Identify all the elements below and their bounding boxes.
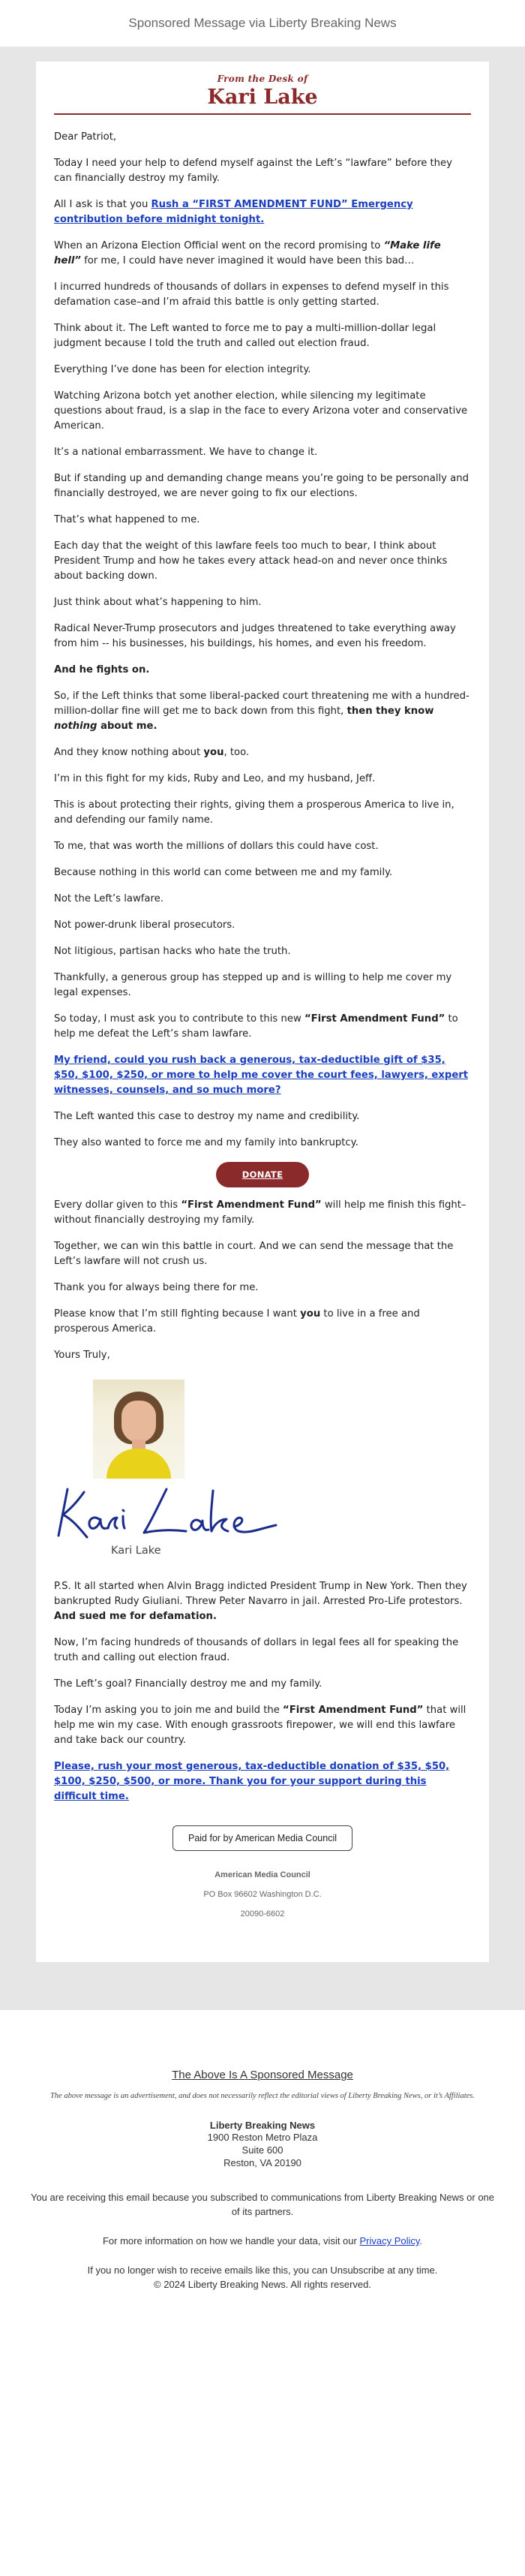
paragraph: I’m in this fight for my kids, Ruby and Leo, and my husband, Jeff.	[54, 773, 376, 784]
closing: Yours Truly,	[54, 1350, 110, 1361]
ps-paragraph: P.S. It all started when Alvin Bragg indicted President Trump in New York. Then they bankrupted Rudy Giuliani. Threw Peter Navarro in jail. Arrested Pro-Life protestors. And sued me for defamation.	[54, 1581, 467, 1622]
email-outer	[0, 47, 525, 2010]
copyright: © 2024 Liberty Breaking News. All rights reserved.	[154, 2279, 371, 2290]
paragraph: Thankfully, a generous group has stepped up and is willing to help me cover my legal expenses.	[54, 972, 452, 998]
paragraph: Please know that I’m still fighting because I want you to live in a free and prosperous America.	[54, 1308, 420, 1335]
company-address-line1: 1900 Reston Metro Plaza	[207, 2132, 318, 2143]
email-footer	[0, 2010, 525, 2322]
paragraph: But if standing up and demanding change means you’re going to be personally and financially destroyed, we are never going to fix our elections.	[54, 473, 469, 499]
paragraph: So today, I must ask you to contribute to this new “First Amendment Fund” to help me defeat the Left’s sham lawfare.	[54, 1013, 458, 1040]
paragraph: This is about protecting their rights, giving them a prosperous America to live in, and defending our family name.	[54, 799, 454, 826]
paragraph: Thank you for always being there for me.	[54, 1282, 259, 1293]
sponsored-topbar	[0, 0, 525, 47]
paragraph: Because nothing in this world can come between me and my family.	[54, 867, 393, 878]
signature-name: Kari Lake	[111, 1545, 161, 1557]
paragraph: Not litigious, partisan hacks who hate the truth.	[54, 946, 291, 957]
paragraph: Just think about what’s happening to him.	[54, 597, 262, 608]
privacy-policy-link[interactable]: Privacy Policy	[359, 2235, 420, 2246]
paragraph: I incurred hundreds of thousands of dollars in expenses to defend myself in this defamation case–and I’m afraid this battle is only getting started.	[54, 281, 449, 308]
paragraph: It’s a national embarrassment. We have to change it.	[54, 447, 318, 458]
paragraph	[54, 1053, 471, 1098]
header-name: Kari Lake	[207, 86, 318, 109]
header-divider	[54, 113, 471, 115]
paragraph: Together, we can win this battle in court. And we can send the message that the Left’s lawfare will not crush us.	[54, 1241, 454, 1267]
header-from: From the Desk of	[217, 74, 308, 84]
privacy-notice: For more information on how we handle your data, visit our Privacy Policy.	[102, 2235, 423, 2246]
paragraph: Think about it. The Left wanted to force me to pay a multi-million-dollar legal judgment because I told the truth and called out election fraud.	[54, 323, 436, 349]
paragraph: Watching Arizona botch yet another election, while silencing my legitimate questions about fraud, is a slap in the face to every Arizona voter and conservative American.	[54, 390, 468, 432]
company-address-line3: Reston, VA 20190	[224, 2157, 302, 2168]
sponsored-heading: The Above Is A Sponsored Message	[172, 2069, 353, 2081]
paragraph: And they know nothing about you, too.	[54, 747, 250, 758]
org-zip: 20090-6602	[240, 1909, 285, 1918]
paid-for-wrap	[54, 1825, 471, 1851]
paragraph: Radical Never-Trump prosecutors and judges threatened to take everything away from him -- his businesses, his buildings, his homes, and even his freedom.	[54, 623, 456, 649]
paragraph: Every dollar given to this “First Amendment Fund” will help me finish this fight–without financially destroying my family.	[54, 1199, 466, 1226]
signature-image	[54, 1482, 279, 1543]
letter-card	[36, 62, 489, 1962]
paragraph: And he fights on.	[54, 664, 150, 676]
sponsored-label: Sponsored Message via Liberty Breaking News	[128, 16, 397, 30]
unsubscribe-notice: If you no longer wish to receive emails like this, you can Unsubscribe at any time.	[87, 2265, 438, 2276]
paragraph: To me, that was worth the millions of dollars this could have cost.	[54, 841, 379, 852]
paid-for-box: Paid for by American Media Council	[172, 1825, 352, 1851]
donate-button[interactable]: DONATE	[216, 1162, 309, 1187]
paragraph: Not the Left’s lawfare.	[54, 893, 164, 904]
company-name: Liberty Breaking News	[209, 2120, 316, 2131]
paragraph: So, if the Left thinks that some liberal-packed court threatening me with a hundred-million-dollar fine will get me to back down from this fight, then they know nothing about me.	[54, 691, 470, 732]
paragraph: When an Arizona Election Official went on the record promising to “Make life hell” for me, I could have never imagined it would have been this bad…	[54, 240, 441, 266]
paragraph: That’s what happened to me.	[54, 514, 200, 525]
paragraph: All I ask is that you Rush a “FIRST AMENDMENT FUND” Emergency contribution before midnight tonight.	[54, 199, 413, 225]
org-name: American Media Council	[214, 1870, 310, 1879]
company-address-line2: Suite 600	[242, 2144, 284, 2156]
donate-wrap	[54, 1162, 471, 1187]
disclaimer: The above message is an advertisement, and does not necessarily reflect the editorial views of Liberty Breaking News, or it’s Affiliates.	[50, 2092, 476, 2100]
subscription-notice: You are receiving this email because you subscribed to communications from Liberty Breaking News or one of its partners.	[30, 2192, 495, 2217]
author-photo	[93, 1380, 184, 1479]
ps-paragraph: The Left’s goal? Financially destroy me and my family.	[54, 1678, 322, 1690]
ps-paragraph	[54, 1759, 471, 1804]
paragraph: The Left wanted this case to destroy my name and credibility.	[54, 1111, 360, 1122]
org-address: PO Box 96602 Washington D.C.	[203, 1890, 322, 1899]
paragraph: Not power-drunk liberal prosecutors.	[54, 919, 236, 931]
greeting: Dear Patriot,	[54, 131, 117, 143]
paragraph: Today I need your help to defend myself against the Left’s “lawfare” before they can financially destroy my family.	[54, 158, 452, 184]
final-donation-link[interactable]: Please, rush your most generous, tax-deductible donation of $35, $50, $100, $250, $500, or more. Thank you for your support during this difficult time.	[54, 1761, 450, 1802]
ps-paragraph: Now, I’m facing hundreds of thousands of dollars in legal fees all for speaking the truth and calling out election fraud.	[54, 1637, 459, 1663]
ps-paragraph: Today I’m asking you to join me and build the “First Amendment Fund” that will help me win my case. With enough grassroots firepower, we will end this lawfare and take back our country.	[54, 1705, 466, 1746]
paragraph: Each day that the weight of this lawfare feels too much to bear, I think about President Trump and how he takes every attack head-on and never once thinks about backing down.	[54, 540, 448, 582]
gift-amount-link[interactable]: My friend, could you rush back a generous, tax-deductible gift of $35, $50, $100, $250, or more to help me cover the court fees, lawyers, expert witnesses, counsels, and so much more?	[54, 1055, 469, 1096]
rush-contribution-link[interactable]: Rush a “FIRST AMENDMENT FUND” Emergency contribution before midnight tonight.	[54, 199, 413, 225]
paragraph: They also wanted to force me and my family into bankruptcy.	[54, 1137, 358, 1148]
paragraph: Everything I’ve done has been for election integrity.	[54, 364, 311, 375]
